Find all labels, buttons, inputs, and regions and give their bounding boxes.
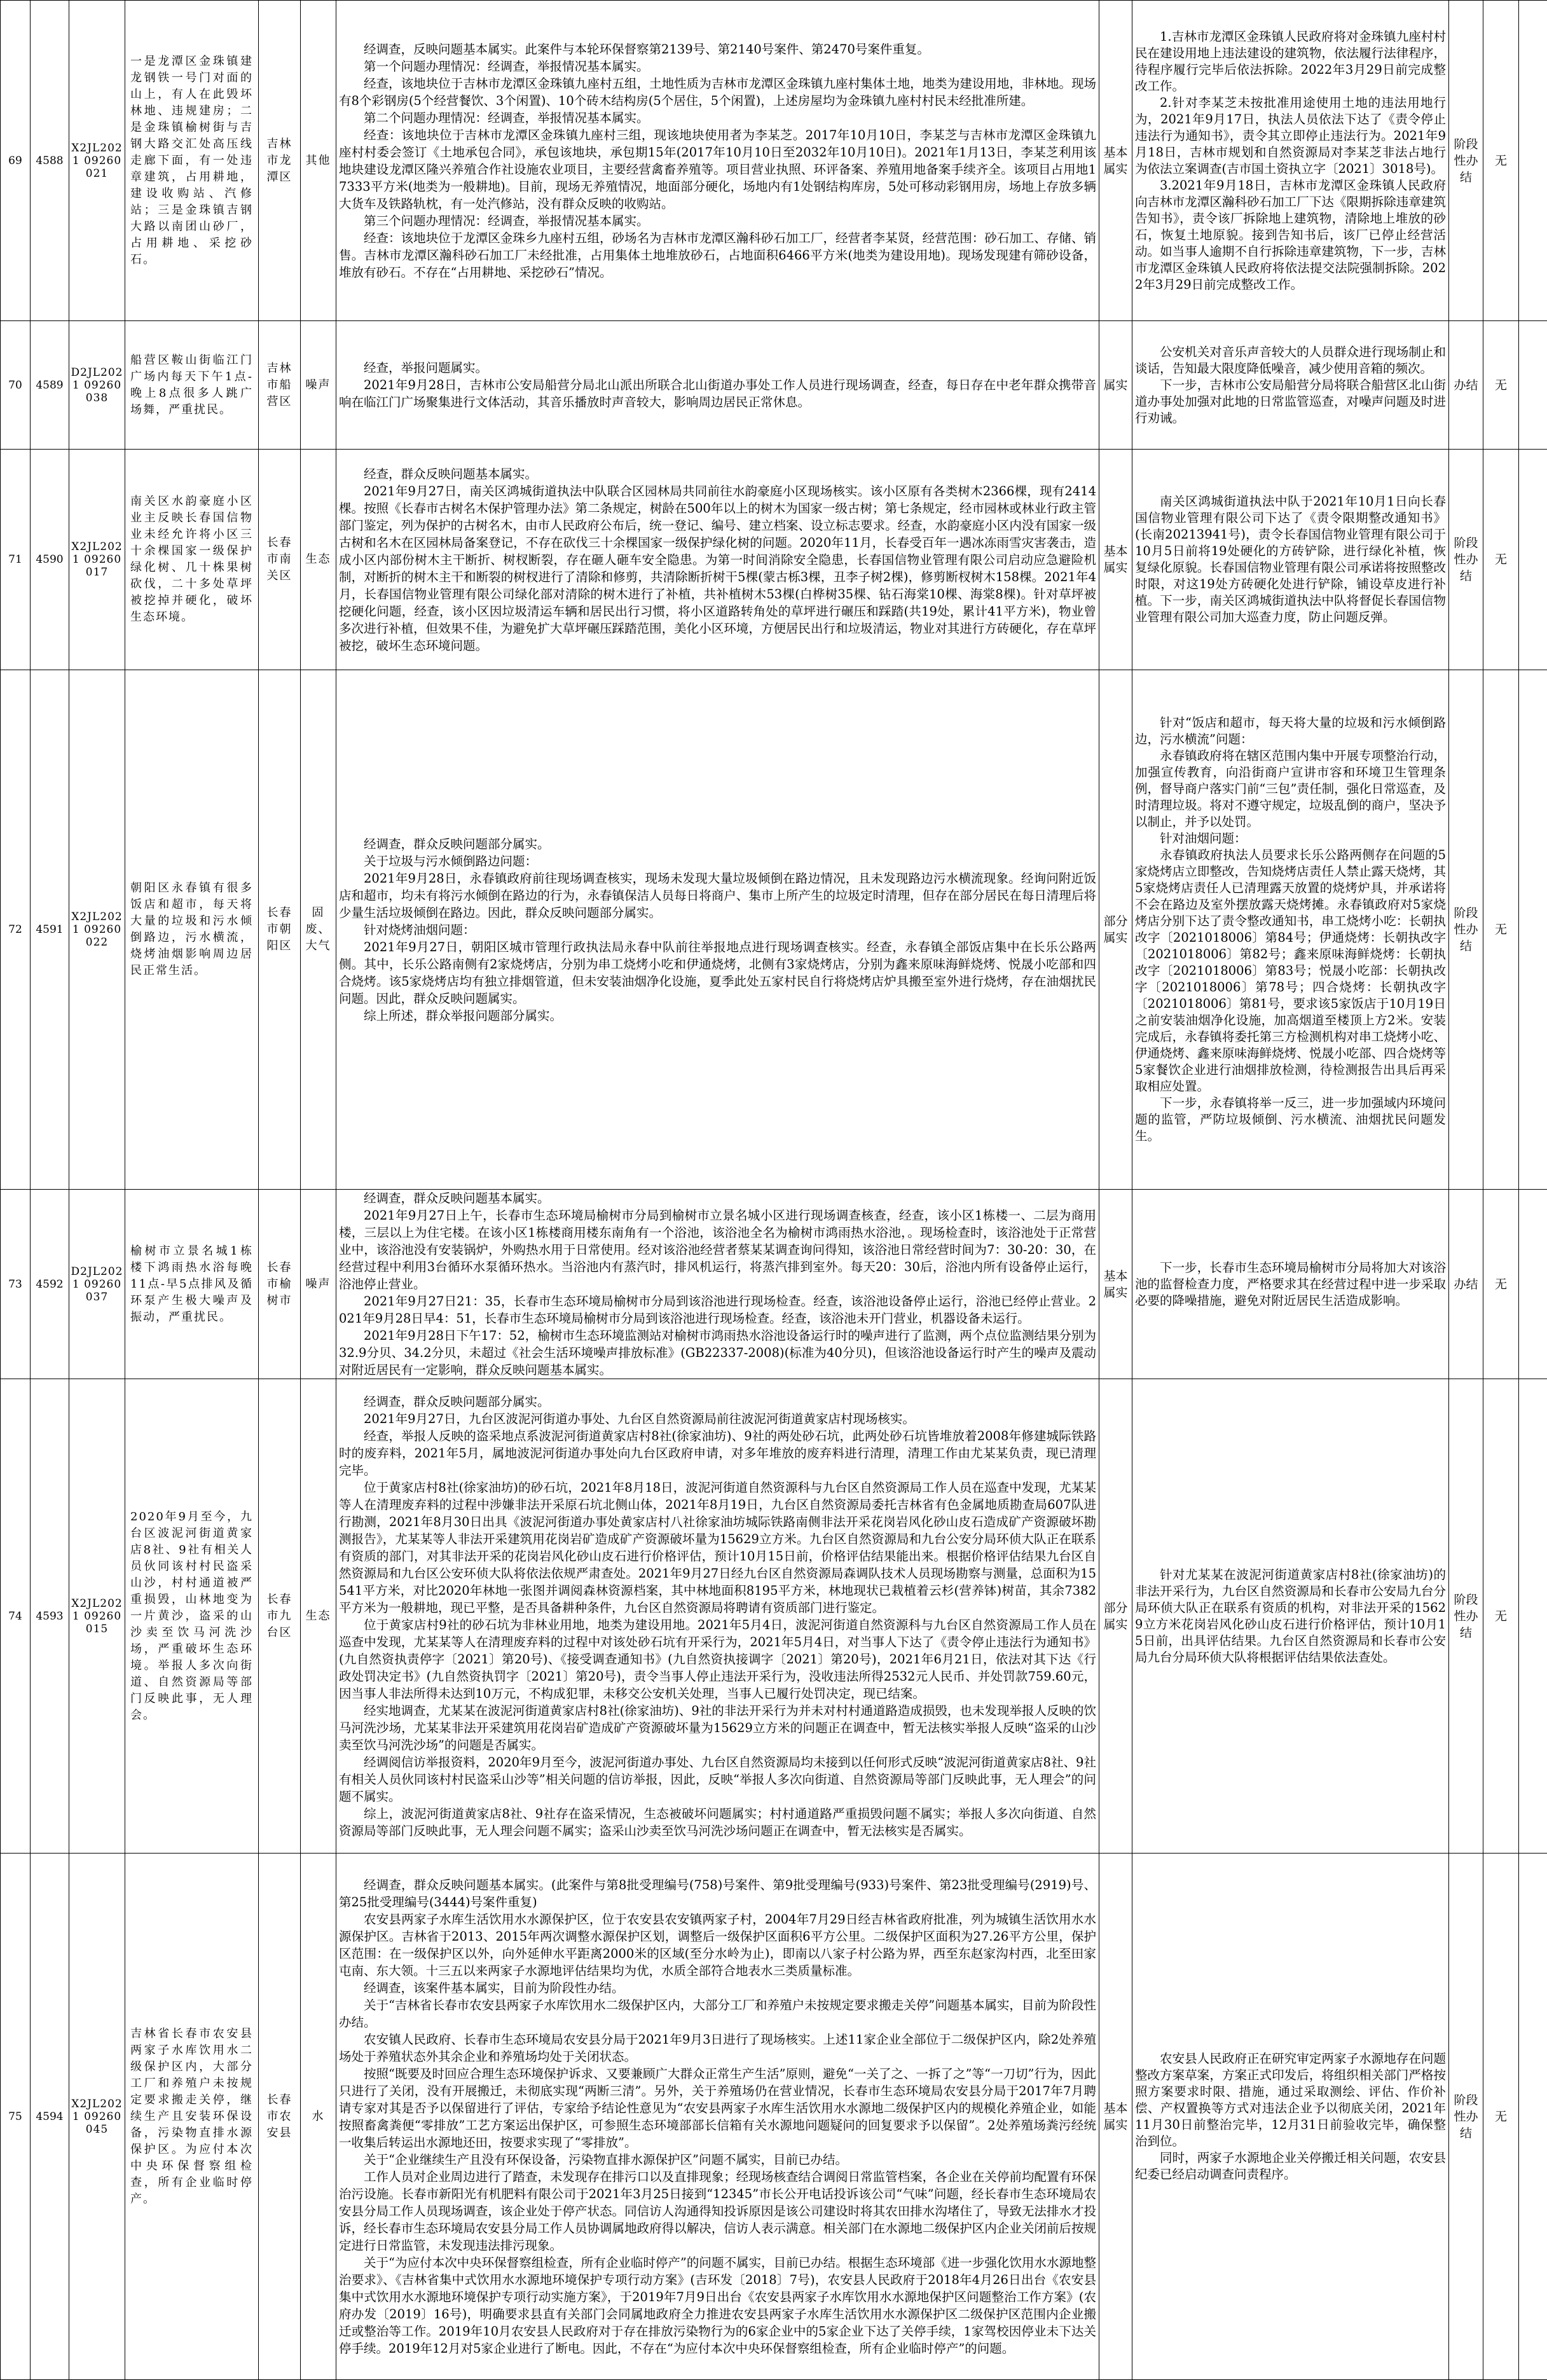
- table-row: [1, 450, 1547, 670]
- handling-phase: 办结: [1449, 1190, 1483, 1379]
- case-code: X2JL2021 09260015: [69, 1379, 125, 1854]
- district: 长春市南关区: [259, 450, 301, 670]
- investigation-paragraph: 农安县两家子水库生活饮用水水源保护区，位于农安县农安镇两家子村，2004年7月29日经吉林省政府批准，列为城镇生活饮用水水源保护区。吉林省于2013、2015年两次调整水源保护区划，调整后一级保护区面积6平方公里。二级保护区面积为27.26平方公里，保护区范围：在一级保护区以外，向外延伸水平距离2000米的区域(至分水岭为止)，即南以八家子村公路为界，西至东赵家沟村西，北至田家屯南、东大领。十三五以来两家子水源地评估结果均为优，水质全部符合地表水三类质量标准。: [339, 1911, 1096, 1979]
- investigation-paragraph: 按照“既要及时回应合理生态环境保护诉求、又要兼顾广大群众正常生产生活”原则，避免“一关了之、一拆了之”等“一刀切”行为，因此只进行了关闭，没有开展搬迁，未彻底实现“两断三清”。另外，关于养殖场仍在营业情况，长春市生态环境局农安县分局于2017年7月聘请专家对其是否予以保留进行了评估，专家给予结论性意见为“农安县两家子水库生活饮用水水源地二级保护区内的规模化养殖企业，如能按照畜禽粪便“零排放”工艺方案运出保护区，可参照生态环境部部长信箱有关水源地问题疑问的回复要求予以保留”。2处养殖场粪污经统一收集后转运出水源地还田，按要求实现了“零排放”。: [339, 2065, 1096, 2151]
- pollution-type: 其他: [301, 1, 336, 321]
- remedy-cell: [1132, 670, 1449, 1190]
- remedy-paragraph: 永春镇政府执法人员要求长乐公路两侧存在问题的5家烧烤店立即整改，告知烧烤店责任人禁止露天烧烤，其5家烧烤店责任人已清理露天放置的烧烤炉具，并承诺将不会在路边及室外摆放露天烧烤摊。永春镇政府对5家烧烤店分别下达了责令整改通知书，串工烧烤小吃：长朝执改字〔2021018006〕第84号；伊通烧烤：长朝执改字〔2021018006〕第82号；鑫来原味海鲜烧烤：长朝执改字〔2021018006〕第83号；悦晟小吃部：长朝执改字〔2021018006〕第78号；四合烧烤：长朝执改字〔2021018006〕第81号，要求该5家饭店于10月19日之前安装油烟净化设施，加高烟道至楼顶上方2米。安装完成后，永春镇将委托第三方检测机构对串工烧烤小吃、伊通烧烤、鑫来原味海鲜烧烤、悦晟小吃部、四合烧烤等5家餐饮企业进行油烟排放检测，待检测报告出具后再采取相应处置。: [1135, 847, 1446, 1095]
- table-row: [1, 1190, 1547, 1379]
- blank-column: [1519, 450, 1547, 670]
- case-code: X2JL2021 09260045: [69, 1854, 125, 2380]
- pollution-type: 噪声: [301, 321, 336, 450]
- blank-column: [1519, 1190, 1547, 1379]
- handling-phase: 办结: [1449, 321, 1483, 450]
- case-id: 4588: [31, 1, 69, 321]
- case-id: 4590: [31, 450, 69, 670]
- remedy-paragraph: 3.2021年9月18日，吉林市龙潭区金珠镇人民政府向吉林市龙潭区瀚科砂石加工厂下达《限期拆除违章建筑告知书》，责令该厂拆除地上建筑物，清除地上堆放的砂石，恢复土地原貌。接到告知书后，该厂已停止经营活动。如当事人逾期不自行拆除违章建筑物，下一步，吉林市龙潭区金珠镇人民政府将依法提交法院强制拆除。2022年3月29日前完成整改工作。: [1135, 177, 1446, 293]
- case-code: D2JL2021 09260037: [69, 1190, 125, 1379]
- handling-phase: 阶段性办结: [1449, 1854, 1483, 2380]
- complaint-summary: 南关区水韵豪庭小区业主反映长春国信物业未经允许将小区三十余棵国家一级保护绿化树、几十株果树砍伐，二十多处草坪被挖掉并硬化，破坏生态环境。: [125, 450, 259, 670]
- district: 长春市九台区: [259, 1379, 301, 1854]
- remedy-paragraph: 公安机关对音乐声音较大的人员群众进行现场制止和谈话，告知最大限度降低噪音，减少使用音箱的频次。: [1135, 344, 1446, 377]
- case-code: D2JL2021 09260038: [69, 321, 125, 450]
- remedy-paragraph: 永春镇政府将在辖区范围内集中开展专项整治行动，加强宣传教育，向沿街商户宣讲市容和环境卫生管理条例，督导商户落实门前“三包”责任制，强化日常巡查，及时清理垃圾。将对不遵守规定，垃圾乱倒的商户，坚决予以制止，并予以处罚。: [1135, 748, 1446, 830]
- investigation-cell: [336, 321, 1099, 450]
- investigation-paragraph: 经调查，群众反映问题部分属实。: [339, 836, 1096, 853]
- investigation-paragraph: 农安镇人民政府、长春市生态环境局农安县分局于2021年9月3日进行了现场核实。上述11家企业全部位于二级保护区内，除2处养殖场处于养殖状态外其余企业和养殖场均处于关闭状态。: [339, 2031, 1096, 2065]
- remedy-paragraph: 2.针对李某芝未按批准用途使用土地的违法用地行为，2021年9月17日，执法人员依法下达了《责令停止违法行为通知书》，责令其立即停止违法行为。2021年9月18日，吉林市规划和自然资源局对李某芝非法占地行为依法立案调查(吉市国土资执立字〔2021〕3018号)。: [1135, 95, 1446, 177]
- case-id: 4589: [31, 321, 69, 450]
- remedy-paragraph: 下一步，吉林市公安局船营分局将联合船营区北山街道办事处加强对此地的日常监管巡查，对噪声问题及时进行劝诫。: [1135, 377, 1446, 427]
- verification-result: 基本属实: [1099, 1190, 1132, 1379]
- investigation-paragraph: 经查：该地块位于吉林市龙潭区金珠镇九座村三组，现该地块使用者为李某芝。2017年10月10日，李某芝与吉林市龙潭区金珠镇九座村村委会签订《土地承包合同》，承包该地块，承包期15年(2017年10月10日至2032年10月10日)。2021年1月13日，李某芝利用该地块建设龙潭区隆兴养殖合作社设施农业项目，主要经营禽畜养殖等。项目营业执照、环评备案、养殖用地备案手续齐全。该项目占用地17333平方米(地类为一般耕地)。目前，现场无养殖情况，地面部分硬化，场地内有1处钢结构库房，5处可移动彩钢用房，场地上存放多辆大货车及铁路轨枕，有一处汽修站，没有群众反映的收购站。: [339, 127, 1096, 212]
- investigation-paragraph: 2021年9月27日，朝阳区城市管理行政执法局永春中队前往举报地点进行现场调查核实。经查，永春镇全部饭店集中在长乐公路两侧。其中，长乐公路南侧有2家烧烤店，分别为串工烧烤小吃和伊通烧烤，北侧有3家烧烤店，分别为鑫来原味海鲜烧烤、悦晟小吃部和四合烧烤。该5家烧烤店均有独立排烟管道，但未安装油烟净化设施，夏季此处五家村民自行将烧烤店炉具搬至室外进行烧烤，存在油烟扰民问题。因此，群众反映问题属实。: [339, 939, 1096, 1007]
- table-row: [1, 1, 1547, 321]
- remedy-paragraph: 南关区鸿城街道执法中队于2021年10月1日向长春国信物业管理有限公司下达了《责令限期整改通知书》(长南20213941号)，责令长春国信物业管理有限公司于10月5日前将19处硬化的方砖铲除，进行绿化补植，恢复绿化原貌。长春国信物业管理有限公司承诺将按照整改时限，对这19处方砖硬化处进行铲除，铺设草皮进行补植。下一步，南关区鸿城街道执法中队将督促长春国信物业管理有限公司加大巡查力度，防止问题反弹。: [1135, 493, 1446, 626]
- verification-result: 部分属实: [1099, 1379, 1132, 1854]
- pollution-type: 生态: [301, 450, 336, 670]
- verification-result: 属实: [1099, 321, 1132, 450]
- case-code: X2JL2021 09260017: [69, 450, 125, 670]
- pollution-type: 水: [301, 1854, 336, 2380]
- case-id: 4594: [31, 1854, 69, 2380]
- investigation-paragraph: 经调阅信访举报资料，2020年9月至今，波泥河街道办事处、九台区自然资源局均未接到以任何形式反映“波泥河街道黄家店8社、9社有相关人员伙同该村村民盗采山沙等”相关问题的信访举报，因此，反映“举报人多次向街道、自然资源局等部门反映此事，无人理会”的问题不属实。: [339, 1754, 1096, 1805]
- remedy-cell: [1132, 321, 1449, 450]
- investigation-paragraph: 2021年9月28日下午17：52，榆树市生态环境监测站对榆树市鸿雨热水浴池设备运行时的噪声进行了监测，两个点位监测结果分别为32.9分贝、34.2分贝，未超过《社会生活环境噪声排放标准》(GB22337-2008)(标准为40分贝)，但该浴池设备运行时产生的噪声及震动对附近居民有一定影响，群众反映问题基本属实。: [339, 1327, 1096, 1379]
- remedy-cell: [1132, 1379, 1449, 1854]
- table-body: [1, 1, 1547, 2380]
- investigation-paragraph: 关于“吉林省长春市农安县两家子水库饮用水二级保护区内，大部分工厂和养殖户未按规定要求搬走关停”问题基本属实，目前为阶段性办结。: [339, 1997, 1096, 2031]
- handling-phase: 阶段性办结: [1449, 450, 1483, 670]
- blank-column: [1519, 670, 1547, 1190]
- investigation-paragraph: 2021年9月28日，吉林市公安局船营分局北山派出所联合北山街道办事处工作人员进行现场调查，经查，每日存在中老年群众携带音响在临江门广场聚集进行文体活动，其音乐播放时声音较大，影响周边居民正常休息。: [339, 376, 1096, 411]
- table-row: [1, 1854, 1547, 2380]
- investigation-cell: [336, 1379, 1099, 1854]
- complaint-summary: 2020年9月至今，九台区波泥河街道黄家店8社、9社有相关人员伙同该村村民盗采山沙，村村通道被严重损毁，山林地变为一片黄沙，盗采的山沙卖至饮马河洗沙场，严重破坏生态环境。举报人多次向街道、自然资源局等部门反映此事，无人理会。: [125, 1379, 259, 1854]
- investigation-paragraph: 综上，波泥河街道黄家店8社、9社存在盗采情况，生态被破坏问题属实；村村通道路严重损毁问题不属实；举报人多次向街道、自然资源局等部门反映此事，无人理会问题不属实；盗采山沙卖至饮马河洗沙场问题正在调查中，暂无法核实是否属实。: [339, 1805, 1096, 1840]
- case-id: 4593: [31, 1379, 69, 1854]
- investigation-cell: [336, 1, 1099, 321]
- remedy-cell: [1132, 450, 1449, 670]
- blank-column: [1519, 1379, 1547, 1854]
- investigation-paragraph: 位于黄家店村8社(徐家油坊)的砂石坑，2021年8月18日，波泥河街道自然资源科与九台区自然资源局工作人员在巡查中发现，尤某某等人在清理废弃料的过程中涉嫌非法开采原石坑北侧山体，2021年8月19日，九台区自然资源局委托吉林省有色金属地质勘查局607队进行勘测，2021年8月30日出具《波泥河街道办事处黄家店村八社徐家油坊城际铁路南侧非法开采花岗岩风化砂山皮石造成矿产资源破坏勘测报告》，尤某某等人非法开采建筑用花岗岩矿造成矿产资源破坏量为15629立方米。九台区自然资源局和九台公安分局环侦大队正在联系有资质的部门，对其非法开采的花岗岩风化砂山皮石进行价格评估，预计10月15日前，价格评估结果能出来。根据价格评估结果九台区自然资源局和九台区公安环侦大队将依法依规严肃查处。2021年9月27日经九台区自然资源局森调队技术人员现场勘察与测量，总面积为15541平方米，对比2020年林地一张图并调阅森林资源档案，其中林地面积8195平方米，林地现状已栽植着云杉(营养钵)树苗，其余7382平方米为一般耕地，现已平整，是否具备耕种条件，九台区自然资源局将聘请有资质部门进行鉴定。: [339, 1479, 1096, 1616]
- row-number: 72: [1, 670, 31, 1190]
- investigation-cell: [336, 1190, 1099, 1379]
- investigation-paragraph: 第二个问题办理情况：经调查，举报情况基本属实。: [339, 109, 1096, 127]
- verification-result: 基本属实: [1099, 450, 1132, 670]
- investigation-paragraph: 经调查，群众反映问题基本属实。(此案件与第8批受理编号(758)号案件、第9批受理编号(933)号案件、第23批受理编号(2919)号、第25批受理编号(3444)号案件重复): [339, 1876, 1096, 1911]
- investigation-cell: [336, 670, 1099, 1190]
- investigation-paragraph: 关于“企业继续生产且没有环保设备，污染物直排水源保护区”问题不属实，目前已办结。: [339, 2151, 1096, 2168]
- investigation-paragraph: 2021年9月27日上午，长春市生态环境局榆树市分局到榆树市立景名城小区进行现场调查核查，经查，该小区1栋楼一、二层为商用楼，三层以上为住宅楼。在该小区1栋楼商用楼东南角有一个浴池，该浴池全名为榆树市鸿雨热水浴池，。现场检查时，该浴池处于正常营业中，该浴池没有安装锅炉，外购热水用于日常使用。经对该浴池经营者蔡某某调查询问得知，该浴池日常经营时间为7：30-20：30，在经营过程中利用3台循环水泵循环热水。当浴池内有蒸汽时，排风机运行，将蒸汽排到室外。每天20：30后，浴池内所有设备停止运行，浴池停止营业。: [339, 1207, 1096, 1293]
- investigation-paragraph: 2021年9月28日，永春镇政府前往现场调查核实，现场未发现大量垃圾倾倒在路边情况，且未发现路边污水横流现象。经询问附近饭店和超市，均未有将污水倾倒在路边的行为，永春镇保洁人员每日将商户、集市上所产生的垃圾定时清理，但存在部分居民在每日清理后将少量生活垃圾倾倒在路边。因此，群众反映问题部分属实。: [339, 870, 1096, 921]
- case-id: 4591: [31, 670, 69, 1190]
- blank-column: [1519, 321, 1547, 450]
- complaint-summary: 一是龙潭区金珠镇建龙钢铁一号门对面的山上，有人在此毁坏林地、违规建房；二是金珠镇榆树街与吉钢大路交汇处高压线走廊下面，有一处违章建筑，占用耕地，建设收购站、汽修站；三是金珠镇吉钢大路以南团山砂厂，占用耕地、采挖砂石。: [125, 1, 259, 321]
- accountability: 无: [1483, 321, 1519, 450]
- investigation-paragraph: 针对烧烤油烟问题：: [339, 921, 1096, 939]
- investigation-cell: [336, 450, 1099, 670]
- investigation-cell: [336, 1854, 1099, 2380]
- remedy-cell: [1132, 1190, 1449, 1379]
- investigation-paragraph: 关于垃圾与污水倾倒路边问题：: [339, 853, 1096, 870]
- pollution-type: 生态: [301, 1379, 336, 1854]
- case-code: X2JL2021 09260021: [69, 1, 125, 321]
- row-number: 70: [1, 321, 31, 450]
- handling-phase: 阶段性办结: [1449, 1, 1483, 321]
- district: 长春市榆树市: [259, 1190, 301, 1379]
- remedy-paragraph: 针对油烟问题：: [1135, 830, 1446, 847]
- handling-phase: 阶段性办结: [1449, 670, 1483, 1190]
- investigation-paragraph: 经查，举报人反映的盗采地点系波泥河街道黄家店村8社(徐家油坊)、9社的两处砂石坑，此两处砂石坑皆堆放着2008年修建城际铁路时的废弃料，2021年5月，属地波泥河街道办事处向九台区政府申请，对多年堆放的废弃料进行清理，清理工作由尤某某负责，现已清理完毕。: [339, 1427, 1096, 1479]
- row-number: 75: [1, 1854, 31, 2380]
- accountability: 无: [1483, 1190, 1519, 1379]
- row-number: 73: [1, 1190, 31, 1379]
- table-row: [1, 670, 1547, 1190]
- verification-result: 基本属实: [1099, 1, 1132, 321]
- pollution-type: 固废、大气: [301, 670, 336, 1190]
- blank-column: [1519, 1, 1547, 321]
- complaint-summary: 船营区鞍山街临江门广场内每天下午1点-晚上8点很多人跳广场舞，严重扰民。: [125, 321, 259, 450]
- remedy-cell: [1132, 1, 1449, 321]
- investigation-paragraph: 经查：该地块位于龙潭区金珠乡九座村五组，砂场名为吉林市龙潭区瀚科砂石加工厂，经营者李某贤，经营范围：砂石加工、存储、销售。吉林市龙潭区瀚科砂石加工厂未经批准，占用集体土地堆放砂石，占地面积6466平方米(地类为建设用地)。现场发现建有筛砂设备，堆放有砂石。不存在“占用耕地、采挖砂石”情况。: [339, 230, 1096, 281]
- investigation-paragraph: 经查，举报问题属实。: [339, 359, 1096, 376]
- row-number: 71: [1, 450, 31, 670]
- remedy-paragraph: 同时，两家子水源地企业关停搬迁相关问题，农安县纪委已经启动调查问责程序。: [1135, 2150, 1446, 2183]
- investigation-paragraph: 经实地调查，尤某某在波泥河街道黄家店村8社(徐家油坊)、9社的非法开采行为并未对村村通道路造成损毁，也未发现举报人反映的饮马河洗沙场，尤某某非法开采建筑用花岗岩矿造成矿产资源破坏量为15629立方米的问题正在调查中，暂无法核实举报人反映“盗采的山沙卖至饮马河洗沙场”的问题是否属实。: [339, 1702, 1096, 1754]
- remedy-paragraph: 下一步，长春市生态环境局榆树市分局将加大对该浴池的监督检查力度，严格要求其在经营过程中进一步采取必要的降噪措施，避免对附近居民生活造成影响。: [1135, 1260, 1446, 1309]
- remedy-paragraph: 下一步，永春镇将举一反三，进一步加强域内环境问题的监管，严防垃圾倾倒、污水横流、油烟扰民问题发生。: [1135, 1095, 1446, 1145]
- remedy-cell: [1132, 1854, 1449, 2380]
- investigation-paragraph: 关于“为应付本次中央环保督察组检查，所有企业临时停产”的问题不属实，目前已办结。根据生态环境部《进一步强化饮用水水源地整治要求》、《吉林省集中式饮用水水源地环境保护专项行动方案》(吉环发〔2018〕7号)，农安县人民政府于2018年4月26日出台《农安县集中式饮用水水源地环境保护专项行动实施方案》，于2019年7月9日出台《农安县两家子水库饮用水水源地保护区问题整治工作方案》(农府办发〔2019〕16号)，明确要求县直有关部门会同属地政府全力推进农安县两家子水库生活饮用水水源保护区二级保护区范围内企业搬迁或整治等工作。2019年10月农安县人民政府对于存在排放污染物行为的6家企业中的5家企业下达了关停手续，1家驾校因停业未下达关停手续。2019年12月对5家企业进行了断电。因此，不存在“为应付本次中央环保督察组检查，所有企业临时停产”的问题。: [339, 2254, 1096, 2357]
- accountability: 无: [1483, 670, 1519, 1190]
- accountability: 无: [1483, 1, 1519, 321]
- remedy-paragraph: 1.吉林市龙潭区金珠镇人民政府将对金珠镇九座村村民在建设用地上违法建设的建筑物，依法履行法律程序，待程序履行完毕后依法拆除。2022年3月29日前完成整改工作。: [1135, 29, 1446, 95]
- accountability: 无: [1483, 1379, 1519, 1854]
- investigation-paragraph: 第一个问题办理情况：经调查，举报情况基本属实。: [339, 58, 1096, 75]
- investigation-paragraph: 综上所述，群众举报问题部分属实。: [339, 1007, 1096, 1024]
- remedy-paragraph: 农安县人民政府正在研究审定两家子水源地存在问题整改方案草案，方案正式印发后，将组织相关部门严格按照方案要求时限、措施，通过采取测绘、评估、作价补偿、产权置换等方式对违法企业予以彻底关闭，2021年11月30日前整治完毕，12月31日前验收完毕，确保整治到位。: [1135, 2051, 1446, 2150]
- district: 吉林市船营区: [259, 321, 301, 450]
- row-number: 74: [1, 1379, 31, 1854]
- verification-result: 基本属实: [1099, 1854, 1132, 2380]
- investigation-paragraph: 经调查，群众反映问题基本属实。: [339, 1190, 1096, 1207]
- table-row: [1, 1379, 1547, 1854]
- accountability: 无: [1483, 1854, 1519, 2380]
- investigation-paragraph: 经查，群众反映问题基本属实。: [339, 465, 1096, 483]
- remedy-paragraph: 针对“饭店和超市，每天将大量的垃圾和污水倾倒路边，污水横流”问题：: [1135, 715, 1446, 748]
- investigation-paragraph: 经调查，该案件基本属实，目前为阶段性办结。: [339, 1979, 1096, 1997]
- verification-result: 部分属实: [1099, 670, 1132, 1190]
- district: 吉林市龙潭区: [259, 1, 301, 321]
- investigation-paragraph: 经调查，群众反映问题部分属实。: [339, 1393, 1096, 1410]
- complaint-summary: 朝阳区永春镇有很多饭店和超市，每天将大量的垃圾和污水倾倒路边，污水横流，烧烤油烟影响周边居民正常生活。: [125, 670, 259, 1190]
- district: 长春市农安县: [259, 1854, 301, 2380]
- row-number: 69: [1, 1, 31, 321]
- complaint-summary: 榆树市立景名城1栋楼下鸿雨热水浴每晚11点-早5点排风及循环泵产生极大噪声及振动，严重扰民。: [125, 1190, 259, 1379]
- handling-phase: 阶段性办结: [1449, 1379, 1483, 1854]
- complaint-summary: 吉林省长春市农安县两家子水库饮用水二级保护区内，大部分工厂和养殖户未按规定要求搬走关停，继续生产且安装环保设备，污染物直排水源保护区。为应付本次中央环保督察组检查，所有企业临时停产。: [125, 1854, 259, 2380]
- investigation-paragraph: 2021年9月27日，南关区鸿城街道执法中队联合区园林局共同前往水韵豪庭小区现场核实。该小区原有各类树木2366棵，现有2414棵。按照《长春市古树名木保护管理办法》第二条规定，树龄在500年以上的树木为国家一级古树；第七条规定，经市园林或林业行政主管部门鉴定，列为保护的古树名木，由市人民政府公布后，统一登记、编号、建立档案、设立标志要求。经查，水韵豪庭小区内没有国家一级古树和名木在区园林局备案登记，不存在砍伐三十余棵国家一级保护绿化树的问题。2020年11月，长春受百年一遇冰冻雨雪灾害袭击，造成小区内部份树木主干断折、树杈断裂，存在砸人砸车安全隐患。为第一时间消除安全隐患，长春国信物业管理有限公司启动应急避险机制，对断折的树木主干和断裂的树杈进行了清除和修剪，共清除断折树干5棵(蒙古栎3棵，丑李子树2棵)，修剪断杈树木158棵。2021年4月，长春国信物业管理有限公司绿化部对清除的树木进行了补植，共补植树木53棵(白桦树35棵、钻石海棠10棵、海棠8棵)。针对草坪被挖硬化问题，经查，该小区因垃圾清运车辆和居民出行习惯，将小区道路转角处的草坪进行碾压和踩踏(共19处，累计41平方米)，物业曾多次进行补植，但效果不佳，为避免扩大草坪碾压踩踏范围，美化小区环境，方便居民出行和垃圾清运，物业对其进行方砖硬化，存在草坪被挖，破坏生态环境问题。: [339, 483, 1096, 654]
- case-code: X2JL2021 09260022: [69, 670, 125, 1190]
- district: 长春市朝阳区: [259, 670, 301, 1190]
- investigation-paragraph: 第三个问题办理情况：经调查，举报情况基本属实。: [339, 212, 1096, 230]
- pollution-type: 噪声: [301, 1190, 336, 1379]
- accountability: 无: [1483, 450, 1519, 670]
- investigation-paragraph: 2021年9月27日，九台区波泥河街道办事处、九台区自然资源局前往波泥河街道黄家店村现场核实。: [339, 1410, 1096, 1427]
- investigation-paragraph: 工作人员对企业周边进行了踏查，未发现存在排污口以及直排现象；经现场核查结合调阅日常监管档案，各企业在关停前均配置有环保治污设施。长春市新阳光有机肥料有限公司于2021年3月25日接到“12345”市长公开电话投诉该公司“气味”问题，经长春市生态环境局农安县分局工作人员现场调查，该企业处于停产状态。同信访人沟通得知投诉原因是该公司建设时将其农田排水沟堵住了，导致无法排水才投诉，经长春市生态环境局农安县分局工作人员协调属地政府得以解决，信访人表示满意。相关部门在水源地二级保护区内企业关闭前后按规定进行日常监管，未发现违法排污现象。: [339, 2168, 1096, 2254]
- investigation-paragraph: 2021年9月27日21：35，长春市生态环境局榆树市分局到该浴池进行现场检查。经查，该浴池设备停止运行，浴池已经停止营业。2021年9月28日早4：51，长春市生态环境局榆树市分局到该浴池进行现场检查。经查，该浴池未开门营业，机器设备未运行。: [339, 1293, 1096, 1327]
- table-row: [1, 321, 1547, 450]
- investigation-paragraph: 位于黄家店村9社的砂石坑为非林业用地，地类为建设用地。2021年5月4日，波泥河街道自然资源科与九台区自然资源局工作人员在巡查中发现，尤某某等人在清理废弃料的过程中对该处砂石坑有开采行为，2021年5月4日，对当事人下达了《责令停止违法行为通知书》(九自然资执责停字〔2021〕第20号)、《接受调查通知书》(九自然资执接调字〔2021〕第20号)，2021年6月21日，依法对其下达《行政处罚决定书》(九自然资执罚字〔2021〕第20号)，责令当事人停止违法开采行为，没收违法所得2532元人民币、并处罚款759.60元，因当事人非法所得未达到10万元，不构成犯罪，未移交公安机关处理，当事人已履行处罚决定，现已结案。: [339, 1616, 1096, 1702]
- investigation-paragraph: 经调查，反映问题基本属实。此案件与本轮环保督察第2139号、第2140号案件、第2470号案件重复。: [339, 41, 1096, 58]
- case-id: 4592: [31, 1190, 69, 1379]
- remedy-paragraph: 针对尤某某在波泥河街道黄家店村8社(徐家油坊)的非法开采行为，九台区自然资源局和长春市公安局九台分局环侦大队正在联系有资质的机构，对非法开采的15629立方米花岗岩风化砂山皮石进行价格评估，预计10月15日前，出具评估结果。九台区自然资源局和长春市公安局九台分局环侦大队将根据评估结果依法查处。: [1135, 1567, 1446, 1666]
- investigation-paragraph: 经查，该地块位于吉林市龙潭区金珠镇九座村五组，土地性质为吉林市龙潭区金珠镇九座村集体土地，地类为建设用地，非林地。现场有8个彩钢房(5个经营餐饮、3个闲置)、10个砖木结构房(5个居住，5个闲置)，上述房屋均为金珠镇九座村村民未经批准所建。: [339, 75, 1096, 109]
- blank-column: [1519, 1854, 1547, 2380]
